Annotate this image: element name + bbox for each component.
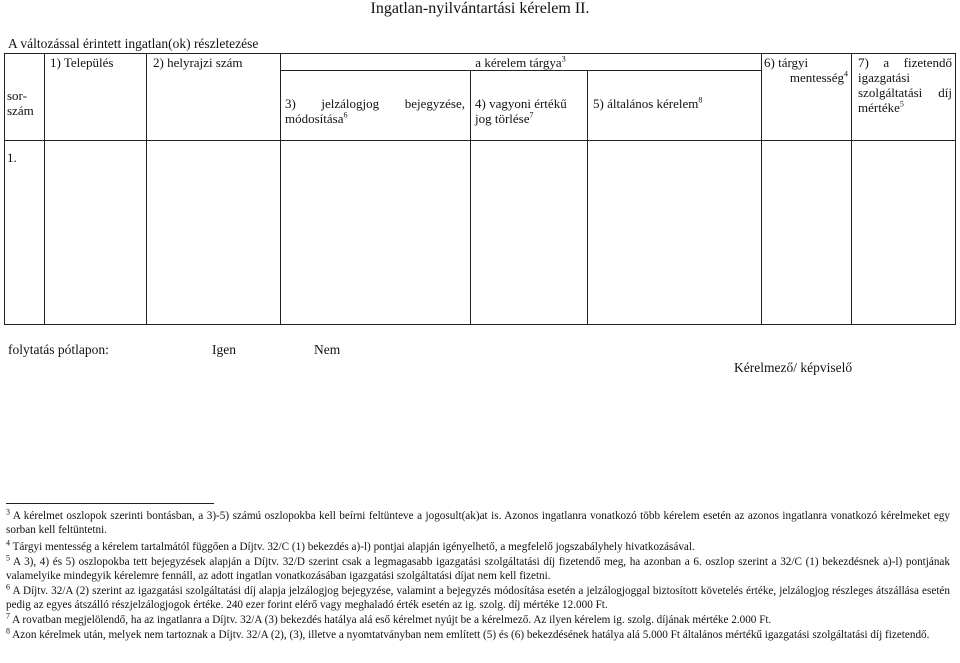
continuation-no-option[interactable]: Nem — [314, 342, 341, 357]
col-header-sorszam — [7, 88, 43, 118]
col7-line3: szolgáltatási díj — [858, 85, 952, 100]
footnote-8 — [6, 626, 950, 643]
table-subheader-divider — [280, 70, 761, 71]
col5-footnote-ref: 8 — [698, 95, 703, 105]
footnote-8-number: 8 — [6, 626, 10, 636]
col-header-igazgatasi-dij — [858, 55, 952, 115]
col-header-helyrajzi-szam: 2) helyrajzi szám — [153, 55, 243, 70]
footnote-4 — [6, 538, 950, 555]
col-divider-4 — [470, 70, 471, 325]
col6-footnote-ref: 4 — [844, 69, 848, 79]
col-header-targyi-mentesseg — [764, 55, 848, 85]
footnote-5-number: 5 — [6, 553, 10, 563]
footnote-6-text: A Díjtv. 32/A (2) szerint az igazgatási szolgáltatási díj alapja jelzálogjog bejegyzése, valamint a bejegyzés módosítása esetén a jelzálogjoggal biztosított követelés értéke, jelzálogjog részleges átszállása esetén pedig az egyes átszálló részjelzálogjogok értéke. 240 ezer forint elérő vagy meghaladó érték esetén az ig. szolg. díj mértéke 12.000 Ft. — [6, 585, 950, 611]
col-header-vagyoni-jog — [475, 96, 585, 126]
footnote-5 — [6, 553, 950, 583]
footnote-6-number: 6 — [6, 582, 10, 592]
section-subtitle: A változással érintett ingatlan(ok) részletezése — [8, 36, 259, 51]
footnote-8-text: Azon kérelmek után, melyek nem tartoznak a Díjtv. 32/A (2), (3), illetve a nyomtatványban nem említett (5) és (6) bekezdésének hatálya alá 5.000 Ft általános mértékű igazgatási szolgáltatási díj fizetendő. — [10, 629, 930, 641]
table-left-border — [4, 53, 5, 325]
footnote-5-text: A 3), 4) és 5) oszlopokba tett bejegyzések alapján a Díjtv. 32/D szerint csak a legmagasabb igazgatási szolgáltatási díj fizetendő meg, ha azonban a 6. oszlop szerint a 32/C (1) bekezdésnek a)-l) pontjának valamelyike mindegyik kérelemre fennáll, az adott ingatlan vonatkozásában igazgatási szolgáltatási díjat nem kell fizetni. — [6, 556, 950, 582]
col7-line2: igazgatási — [858, 70, 910, 85]
table-right-border — [955, 53, 956, 325]
col-divider-2 — [146, 53, 147, 325]
kerelem-targya-footnote-ref: 3 — [561, 54, 566, 64]
continuation-label: folytatás pótlapon: — [8, 342, 109, 357]
col7-footnote-ref: 5 — [899, 99, 904, 109]
footnote-7-text: A rovatban megjelölendő, ha az ingatlanra a Díjtv. 32/A (3) bekezdés hatálya alá eső kérelmet nyújt be a kérelmező. Az ilyen kérelem ig. szolg. díjának mértéke 2.000 Ft. — [10, 614, 772, 626]
footnote-4-number: 4 — [6, 538, 10, 548]
footnote-4-text: Tárgyi mentesség a kérelem tartalmától függően a Díjtv. 32/C (1) bekezdés a)-l) pontjai alapján igényelhető, a megfelelő jogszabályhely hivatkozásával. — [10, 541, 695, 553]
col-header-jelzalogjog — [285, 96, 465, 126]
continuation-yes-option[interactable]: Igen — [212, 342, 236, 357]
col4-footnote-ref: 7 — [529, 110, 534, 120]
col3-footnote-ref: 6 — [343, 110, 348, 120]
col-divider-7 — [851, 53, 852, 325]
col-header-sorszam-line1: sor- — [7, 88, 27, 103]
page-title: Ingatlan-nyilvántartási kérelem II. — [370, 0, 590, 17]
col4-line1: 4) vagyoni értékű — [475, 96, 567, 111]
col4-line2: jog törlése — [475, 111, 530, 126]
footnote-3 — [6, 507, 950, 537]
signature-label: Kérelmező/ képviselő — [734, 360, 853, 375]
footnote-7-number: 7 — [6, 611, 10, 621]
col-divider-6 — [761, 53, 762, 325]
col3-line2: módosítása — [285, 111, 344, 126]
footnote-7 — [6, 611, 950, 628]
footnote-3-number: 3 — [6, 507, 10, 517]
row-number-1: 1. — [7, 150, 17, 165]
col7-line4: mértéke — [858, 100, 900, 115]
col-divider-5 — [587, 70, 588, 325]
col-divider-1 — [44, 53, 45, 325]
col5-label: 5) általános kérelem — [593, 96, 699, 111]
col6-line1: 6) tárgyi — [764, 55, 809, 70]
col-header-altalanos-kerelem — [593, 96, 758, 111]
col-header-kerelem-targya — [280, 55, 761, 70]
footnote-separator — [6, 503, 214, 504]
col-divider-3 — [280, 53, 281, 325]
col-header-sorszam-line2: szám — [7, 103, 34, 118]
col3-line1: 3) jelzálogjog bejegyzése, — [285, 96, 465, 111]
col6-line2: mentesség — [789, 70, 844, 85]
col7-line1: 7) a fizetendő — [858, 55, 952, 70]
kerelem-targya-label: a kérelem tárgya — [475, 55, 562, 70]
col-header-telepules: 1) Település — [50, 55, 114, 70]
footnote-3-text: A kérelmet oszlopok szerinti bontásban, a 3)-5) számú oszlopokba kell beírni feltünteve a jogosult(ak)at is. Azonos ingatlanra vonatkozó több kérelem esetén az azonos ingatlanra vonatkozó kérelmeket egy sorban kell feltüntetni. — [6, 510, 950, 536]
footnote-6 — [6, 582, 950, 612]
